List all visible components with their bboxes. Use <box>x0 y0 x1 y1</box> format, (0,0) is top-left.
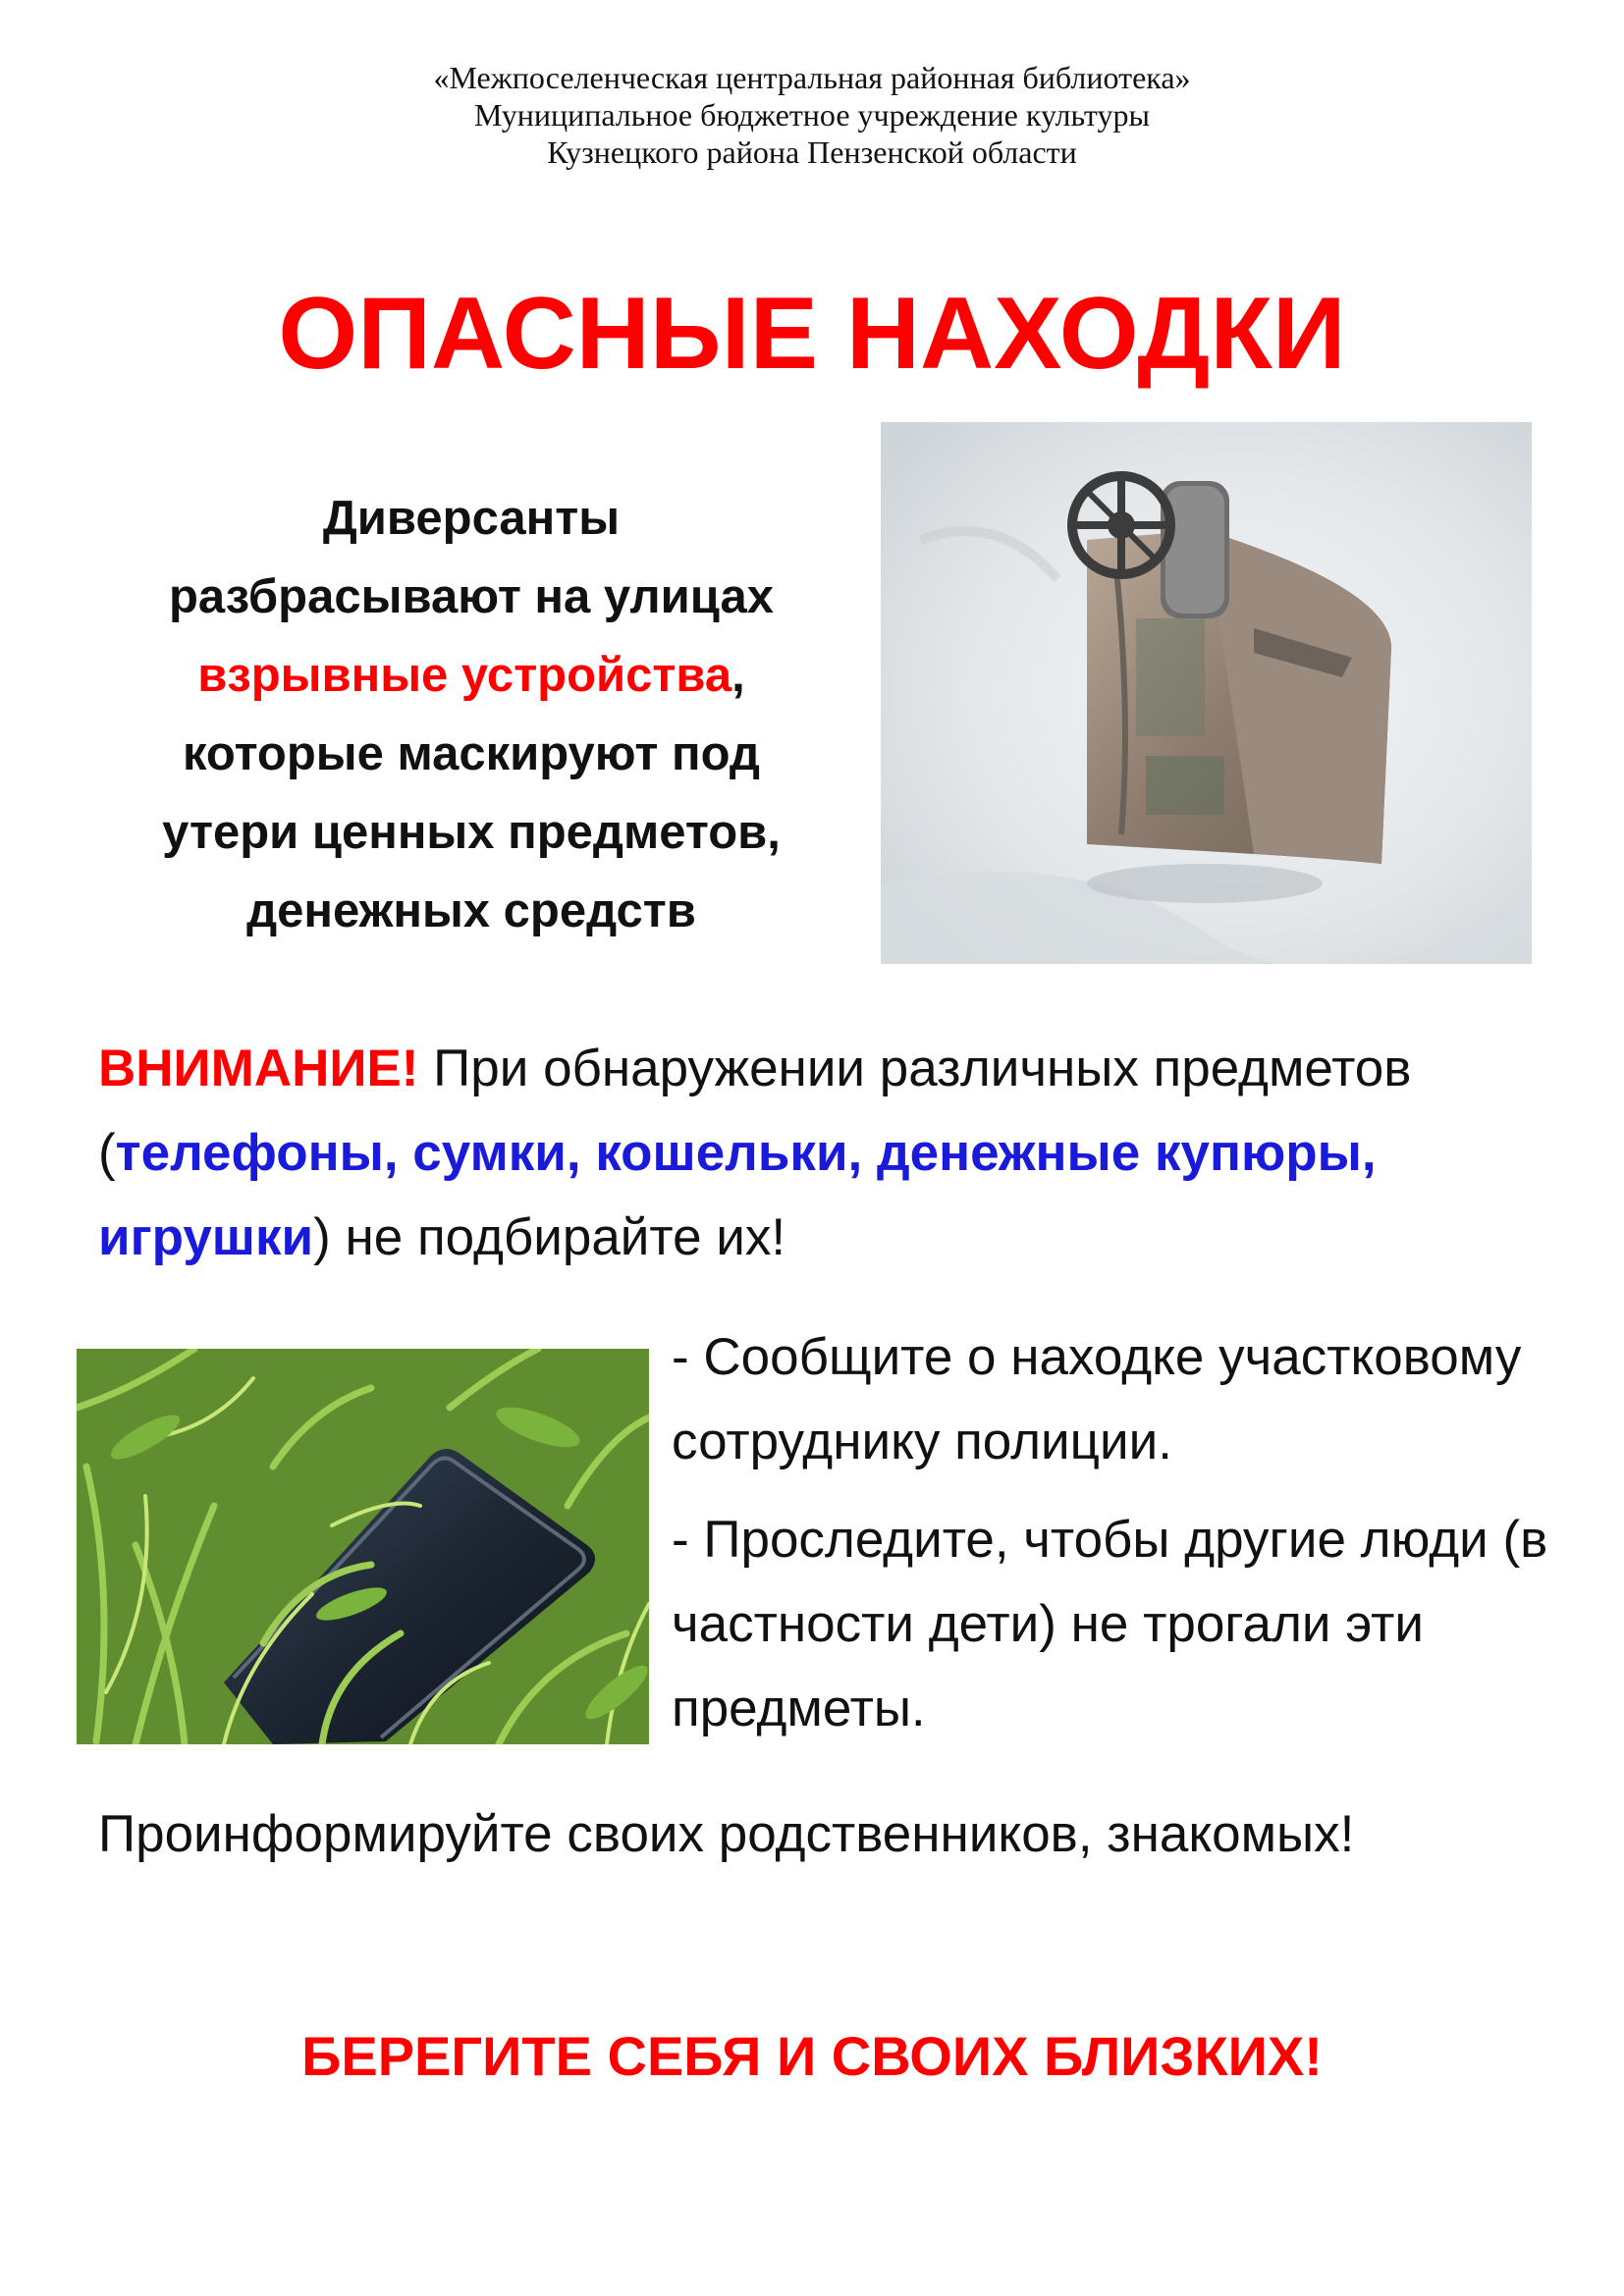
banknote-bomb-illustration <box>881 422 1532 964</box>
closing-slogan: БЕРЕГИТЕ СЕБЯ И СВОИХ БЛИЗКИХ! <box>301 2025 1323 2087</box>
intro-line-4: которые маскируют под <box>182 727 761 780</box>
warning-text-2: ) не подбирайте их! <box>313 1208 786 1266</box>
intro-comma: , <box>731 649 745 702</box>
org-line-3: Кузнецкого района Пензенской области <box>547 134 1077 170</box>
intro-line-3 <box>79 636 864 715</box>
intro-line-6: денежных средств <box>246 884 696 937</box>
warning-text-1: При обнаружении различных предметов ( <box>98 1040 1412 1182</box>
organization-header <box>0 59 1624 171</box>
warning-text <box>98 1027 1551 1280</box>
banknote-bomb-photo <box>881 422 1532 964</box>
instruction-item-2: - Проследите, чтобы другие люди (в частности дети) не трогали эти предметы. <box>672 1511 1548 1737</box>
intro-highlight: взрывные устройства <box>197 649 732 702</box>
warning-items: телефоны, сумки, кошельки, денежные купюры, игрушки <box>98 1124 1377 1266</box>
inform-text: Проинформируйте своих родственников, знакомых! <box>98 1805 1355 1863</box>
intro-line-1: Диверсанты <box>322 492 621 545</box>
intro-line-2: разбрасывают на улицах <box>169 570 774 623</box>
org-line-1: «Межпоселенческая центральная районная библиотека» <box>433 60 1191 95</box>
intro-text <box>79 479 864 950</box>
warning-label: ВНИМАНИЕ! <box>98 1040 419 1097</box>
smartphone-in-grass-photo <box>77 1349 649 1744</box>
org-line-2: Муниципальное бюджетное учреждение культуры <box>474 97 1150 133</box>
intro-line-5: утери ценных предметов, <box>162 806 781 859</box>
page-title: ОПАСНЫЕ НАХОДКИ <box>278 277 1346 391</box>
smartphone-grass-illustration <box>77 1349 649 1744</box>
instructions-list <box>672 1315 1575 1765</box>
instruction-item-1: - Сообщите о находке участковому сотруднику полиции. <box>672 1328 1522 1470</box>
